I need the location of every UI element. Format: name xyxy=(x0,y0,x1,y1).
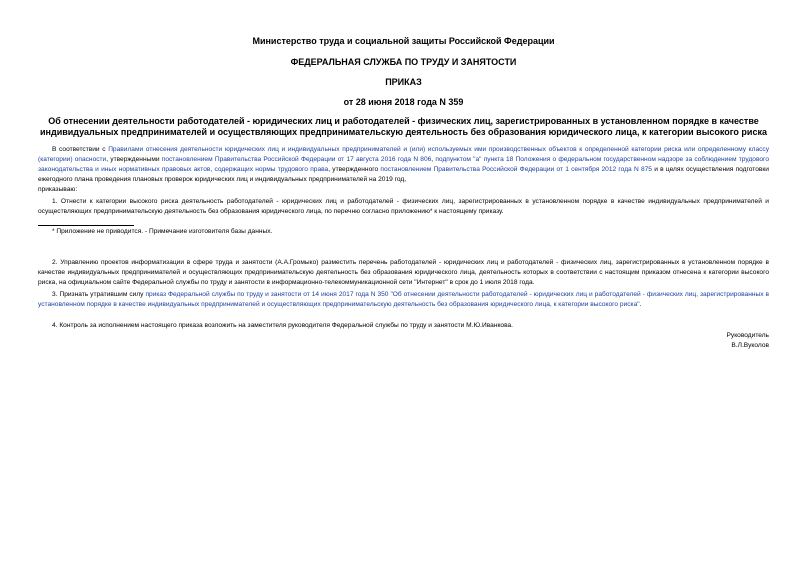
item-4: 4. Контроль за исполнением настоящего приказа возложить на заместителя руководителя Федеральной службы по труду и занятости М.Ю.Иванкова. xyxy=(52,322,514,329)
ministry-heading: Министерство труда и социальной защиты Российской Федерации xyxy=(252,36,555,46)
decree-806-link[interactable]: постановлением Правительства Российской Федерации от 17 августа 2016 года N 806 xyxy=(161,155,432,163)
signature-name: В.Л.Вуколов xyxy=(731,342,769,349)
footnote-divider xyxy=(38,225,134,226)
footnote: * Приложение не приводится. - Примечание изготовителя базы данных. xyxy=(52,228,273,235)
order-word: приказываю: xyxy=(38,186,78,193)
doc-title-line1: Об отнесении деятельности работодателей - юридических лиц и работодателей - физических лиц, зарегистрированных в установленном порядке в качестве xyxy=(48,116,759,126)
doc-type-heading: ПРИКАЗ xyxy=(385,77,422,87)
preamble-text-5: и в целях осуществления подготовки ежегодного плана проведения плановых проверок юридических лиц и индивидуальных предпринимателей на 2019 год, xyxy=(38,165,769,183)
preamble-text-3: , xyxy=(431,155,436,163)
rules-link[interactable]: Правилами отнесения деятельности юридических лиц и индивидуальных предпринимателей и (или) используемых ими производственных объектов к определенной категории риска или определенному классу (категории) опасности xyxy=(38,146,769,163)
item-3-end: . xyxy=(639,300,642,308)
item-3-text: 3. Признать утратившим силу xyxy=(52,291,146,298)
item-1: 1. Отнести к категории высокого риска деятельность работодателей - юридических лиц и работодателей - физических лиц, зарегистрированных в установленном порядке в качестве индивидуальных предпринимателей и осуществляющих предпринимательскую деятельность без образования юридического лица, по перечню согласно приложению* к настоящему приказу. xyxy=(38,198,769,215)
preamble-text-4: , утвержденного xyxy=(328,165,381,173)
service-heading: ФЕДЕРАЛЬНАЯ СЛУЖБА ПО ТРУДУ И ЗАНЯТОСТИ xyxy=(290,57,517,67)
item-2: 2. Управлению проектов информатизации в сфере труда и занятости (А.А.Громыко) разместить перечень работодателей - юридических лиц и работодателей - физических лиц, зарегистрированных в установленном порядке в качестве индивидуальных предпринимателей и осуществляющих предпринимательскую деятельность без образования юридического лица, деятельность которых в соответствии с настоящим приказом отнесена к категории высокого риска, на официальном сайте Федеральной службы по труду и занятости в информационно-телекоммуникационной сети "Интернет" в срок до 1 июля 2018 года. xyxy=(38,259,769,286)
decree-875-link[interactable]: постановлением Правительства Российской Федерации от 1 сентября 2012 года N 875 xyxy=(380,165,652,173)
order-350-link[interactable]: приказ Федеральной службы по труду и занятости от 14 июня 2017 года N 350 "Об отнесении деятельности работодателей - юридических лиц и работодателей - физических лиц, зарегистрированных в установленном порядке в качестве индивидуальных предпринимателей и осуществляющих предпринимательскую деятельность без образования юридического лица, к категории высокого риска" xyxy=(38,291,769,308)
preamble-text-1: В соответствии с xyxy=(52,146,109,153)
preamble-text-2: , утвержденными xyxy=(106,155,162,163)
doc-title-line2: индивидуальных предпринимателей и осуществляющих предпринимательскую деятельность без образования юридического лица, к категории высокого риска xyxy=(40,127,767,137)
item-3 xyxy=(38,290,769,310)
regulation-subclause-link[interactable]: подпунктом "а" пункта 18 Положения о федеральном государственном надзоре за соблюдением трудового законодательства и иных нормативных правовых актов, содержащих нормы трудового права xyxy=(38,155,769,173)
signature-role: Руководитель xyxy=(726,332,769,339)
date-number: от 28 июня 2018 года N 359 xyxy=(343,97,464,107)
preamble-paragraph xyxy=(38,145,769,185)
